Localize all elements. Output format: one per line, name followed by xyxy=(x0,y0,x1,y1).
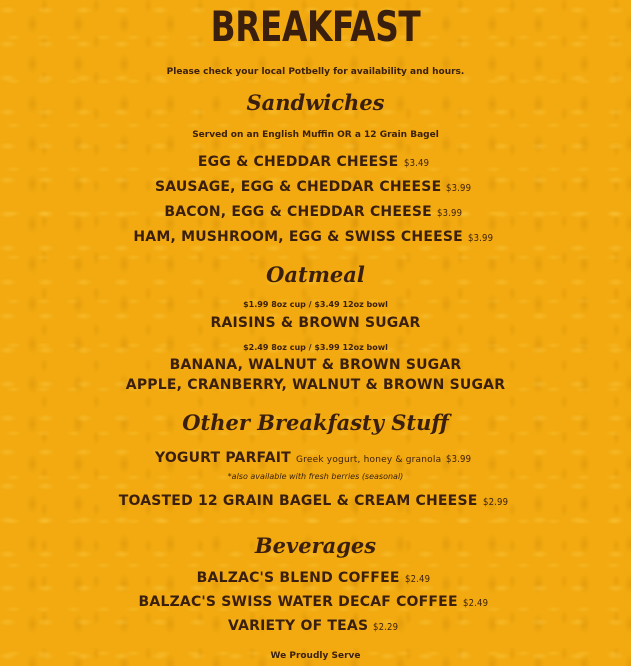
parfait-note: *also available with fresh berries (seasonal) xyxy=(227,472,404,481)
item-price: $3.99 xyxy=(436,208,463,219)
menu-item xyxy=(0,204,631,220)
availability-note: Please check your local Potbelly for availability and hours. xyxy=(166,67,465,77)
item-name: YOGURT PARFAIT xyxy=(154,450,291,466)
item-description: Greek yogurt, honey & granola xyxy=(295,455,442,465)
item-name: EGG & CHEDDAR CHEESE xyxy=(197,154,399,170)
item-price: $2.49 xyxy=(404,574,430,585)
item-name: BALZAC'S SWISS WATER DECAF COFFEE xyxy=(138,594,458,610)
sandwiches-note: Served on an English Muffin OR a 12 Grain Bagel xyxy=(192,130,439,140)
menu-item xyxy=(0,493,631,509)
menu-item: APPLE, CRANBERRY, WALNUT & BROWN SUGAR xyxy=(125,377,506,393)
item-price: $2.49 xyxy=(462,598,488,609)
menu-item xyxy=(0,229,631,245)
menu-item xyxy=(0,154,631,170)
section-heading-beverages: Beverages xyxy=(254,533,377,558)
item-name: BALZAC'S BLEND COFFEE xyxy=(196,570,400,586)
item-price: $2.99 xyxy=(482,497,508,508)
item-price: $3.49 xyxy=(403,158,429,169)
menu-item: RAISINS & BROWN SUGAR xyxy=(210,315,421,331)
item-name: BACON, EGG & CHEDDAR CHEESE xyxy=(164,204,432,220)
menu-item xyxy=(0,450,631,466)
menu-item: BANANA, WALNUT & BROWN SUGAR xyxy=(169,357,462,373)
item-price: $3.99 xyxy=(467,233,494,244)
oatmeal-price-line: $1.99 8oz cup / $3.49 12oz bowl xyxy=(243,300,388,309)
menu-item xyxy=(0,179,631,195)
item-name: HAM, MUSHROOM, EGG & SWISS CHEESE xyxy=(133,229,463,245)
item-price: $3.99 xyxy=(446,454,472,465)
menu-item xyxy=(0,594,631,610)
section-heading-sandwiches: Sandwiches xyxy=(246,90,385,115)
footer-note: We Proudly Serve xyxy=(270,651,361,661)
item-name: TOASTED 12 GRAIN BAGEL & CREAM CHEESE xyxy=(118,493,478,509)
item-name: SAUSAGE, EGG & CHEDDAR CHEESE xyxy=(154,179,442,195)
menu-item xyxy=(0,618,631,634)
page-title: BREAKFAST xyxy=(210,2,421,51)
item-price: $2.29 xyxy=(373,622,399,633)
item-price: $3.99 xyxy=(446,183,472,194)
section-heading-other: Other Breakfasty Stuff xyxy=(182,410,449,435)
section-heading-oatmeal: Oatmeal xyxy=(266,262,365,287)
item-name: VARIETY OF TEAS xyxy=(228,618,369,634)
menu-item xyxy=(0,570,631,586)
oatmeal-price-line: $2.49 8oz cup / $3.99 12oz bowl xyxy=(243,343,388,352)
